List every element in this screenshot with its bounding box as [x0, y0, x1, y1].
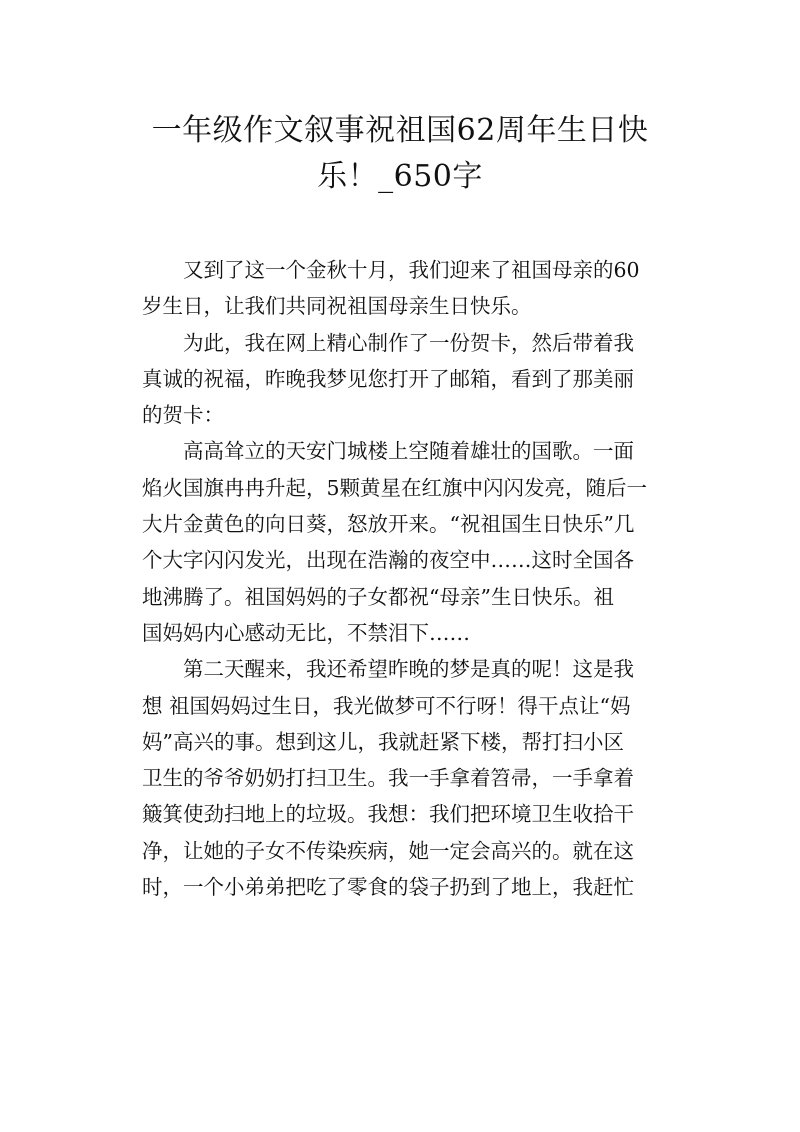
paragraph-line: 岁生日，让我们共同祝祖国母亲生日快乐。: [142, 294, 532, 319]
paragraph-line: 想 祖国妈妈过生日，我光做梦可不行呀！得干点让“妈: [142, 693, 631, 718]
paragraph-line: 焰火国旗冉冉升起，5颗黄星在红旗中闪闪发亮，随后一: [142, 475, 648, 500]
paragraph-line: 国妈妈内心感动无比，不禁泪下……: [142, 620, 470, 645]
title-line: 一年级作文叙事祝祖国62周年生日快: [151, 113, 649, 148]
paragraph-2: [142, 325, 660, 434]
paragraph-line: 的贺卡：: [142, 403, 224, 428]
paragraph-line: 真诚的祝福，昨晚我梦见您打开了邮箱，看到了那美丽: [142, 366, 634, 391]
paragraph-line: 妈”高兴的事。想到这儿，我就赶紧下楼，帮打扫小区: [142, 729, 624, 754]
document-body: [142, 252, 660, 905]
paragraph-4: [142, 651, 660, 905]
paragraph-line: 大片金黄色的向日葵，怒放开来。“祝祖国生日快乐”几: [142, 512, 635, 537]
title-line: 乐！_650字: [317, 159, 483, 194]
document-title: [140, 108, 660, 200]
paragraph-1: [142, 252, 660, 325]
paragraph-line: 又到了这一个金秋十月，我们迎来了祖国母亲的60: [183, 258, 640, 282]
paragraph-line: 卫生的爷爷奶奶打扫卫生。我一手拿着笤帚，一手拿着: [142, 766, 634, 791]
paragraph-line: 为此，我在网上精心制作了一份贺卡，然后带着我: [183, 330, 634, 355]
paragraph-3: [142, 433, 660, 651]
paragraph-line: 个大字闪闪发光，出现在浩瀚的夜空中……这时全国各: [142, 548, 634, 573]
paragraph-line: 簸箕使劲扫地上的垃圾。我想：我们把环境卫生收拾干: [142, 802, 634, 827]
paragraph-line: 第二天醒来，我还希望昨晚的梦是真的呢！这是我: [183, 657, 634, 682]
paragraph-line: 地沸腾了。祖国妈妈的子女都祝“母亲”生日快乐。祖: [142, 584, 614, 609]
paragraph-line: 高高耸立的天安门城楼上空随着雄壮的国歌。一面: [183, 439, 634, 464]
paragraph-line: 净，让她的子女不传染疾病，她一定会高兴的。就在这: [142, 838, 634, 863]
paragraph-line: 时，一个小弟弟把吃了零食的袋子扔到了地上，我赶忙: [142, 875, 634, 900]
